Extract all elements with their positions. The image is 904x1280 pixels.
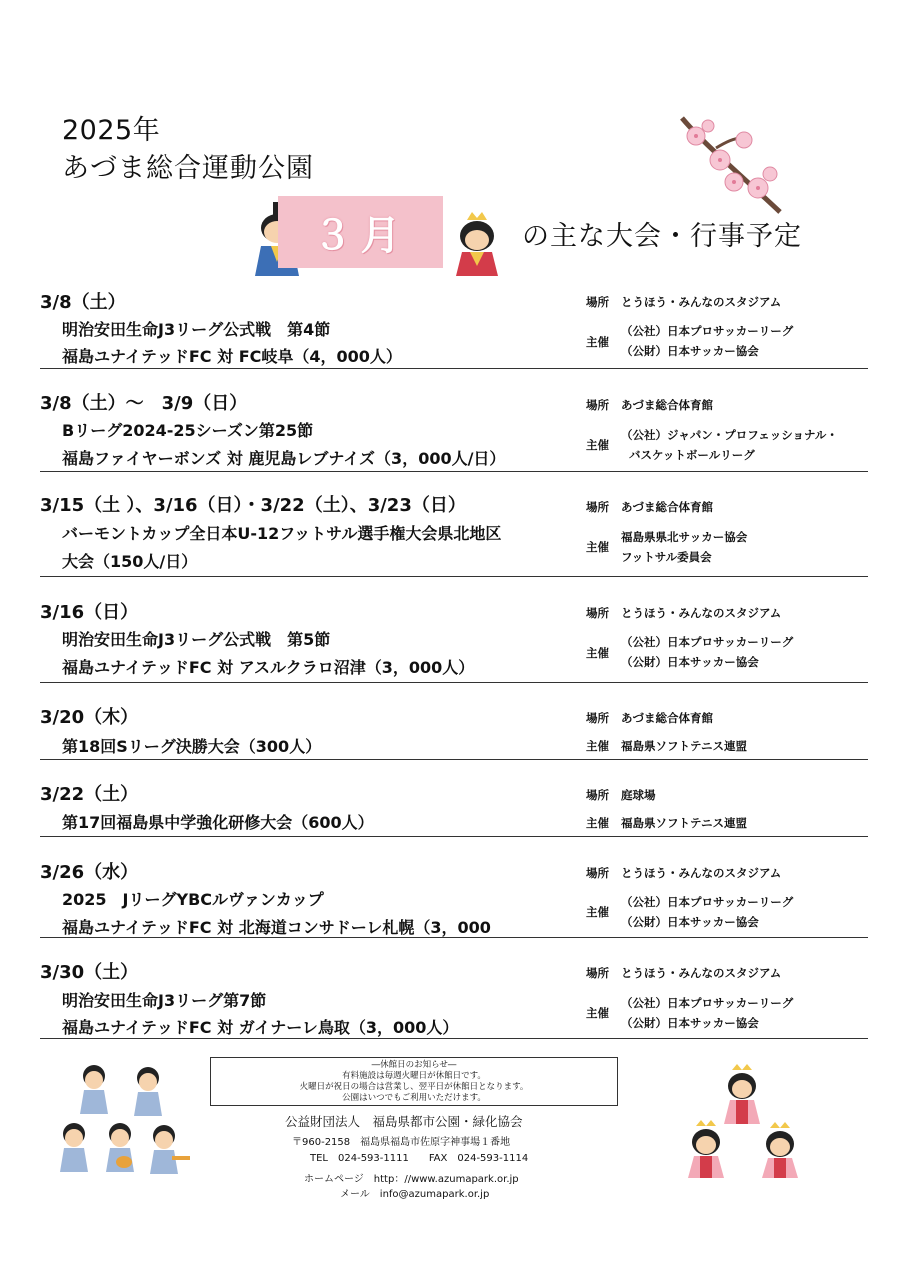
venue-label: 場所 — [586, 295, 609, 309]
venue-label: 場所 — [586, 866, 609, 880]
cherry-blossom-icon — [672, 112, 788, 218]
event-name: 福島ユナイテッドFC 対 アスルクラロ沼津（3，000人） — [62, 658, 475, 677]
event-name: 明治安田生命J3リーグ第7節 — [62, 991, 267, 1010]
event-list — [40, 286, 868, 1039]
venue-label: 場所 — [586, 606, 609, 620]
host-label: 主催 — [586, 646, 609, 660]
event-date: 3/16（日） — [40, 602, 139, 623]
venue-label: 場所 — [586, 398, 609, 412]
homepage-link[interactable]: ホームページ http：//www.azumapark.or.jp — [304, 1174, 519, 1185]
event-row — [40, 837, 868, 938]
event-row — [40, 369, 868, 472]
title-park: あづま総合運動公園 — [62, 153, 314, 184]
venue-value: とうほう・みんなのスタジアム — [621, 966, 782, 980]
venue-label: 場所 — [586, 500, 609, 514]
notice-line: 公園はいつでもご利用いただけます。 — [342, 1093, 486, 1103]
heading-subtitle: の主な大会・行事予定 — [522, 221, 802, 252]
event-name: 福島ファイヤーボンズ 対 鹿児島レブナイズ（3，000人/日） — [62, 449, 506, 468]
event-name: 2025 JリーグYBCルヴァンカップ — [62, 890, 324, 909]
host-value: フットサル委員会 — [621, 550, 712, 564]
organization-name: 公益財団法人 福島県都市公園・緑化協会 — [285, 1114, 523, 1129]
host-value: （公財）日本サッカー協会 — [621, 344, 759, 358]
event-name: 福島ユナイテッドFC 対 北海道コンサドーレ札幌（3，000 — [62, 918, 491, 937]
venue-label: 場所 — [586, 788, 609, 802]
venue-value: あづま総合体育館 — [621, 711, 713, 725]
empress-doll-icon — [452, 210, 502, 278]
event-date: 3/8（土）～ 3/9（日） — [40, 393, 248, 414]
host-label: 主催 — [586, 905, 609, 919]
month-label: ３月 — [312, 212, 409, 259]
host-label: 主催 — [586, 1006, 609, 1020]
event-date: 3/8（土） — [40, 292, 126, 313]
venue-label: 場所 — [586, 711, 609, 725]
host-label: 主催 — [586, 335, 609, 349]
host-value: 福島県ソフトテニス連盟 — [621, 816, 748, 830]
host-value: 福島県ソフトテニス連盟 — [621, 739, 748, 753]
host-label: 主催 — [586, 540, 609, 554]
venue-value: とうほう・みんなのスタジアム — [621, 866, 782, 880]
event-row — [40, 683, 868, 760]
venue-value: 庭球場 — [621, 788, 656, 802]
event-row — [40, 760, 868, 837]
event-name: 明治安田生命J3リーグ公式戦 第4節 — [62, 320, 331, 339]
host-value: （公財）日本サッカー協会 — [621, 655, 759, 669]
event-row — [40, 938, 868, 1039]
event-name: Bリーグ2024-25シーズン第25節 — [62, 421, 314, 440]
host-value: （公社）日本プロサッカーリーグ — [621, 635, 794, 649]
event-row — [40, 577, 868, 683]
event-name: バーモントカップ全日本U-12フットサル選手権大会県北地区 — [62, 524, 502, 543]
organization-address: 〒960-2158 福島県福島市佐原字神事場１番地 — [292, 1137, 511, 1148]
host-label: 主催 — [586, 816, 609, 830]
venue-value: とうほう・みんなのスタジアム — [621, 606, 782, 620]
event-name: 大会（150人/日） — [62, 552, 198, 571]
venue-value: あづま総合体育館 — [621, 398, 713, 412]
event-date: 3/20（木） — [40, 707, 139, 728]
notice-line: 有料施設は毎週火曜日が休館日です。 — [342, 1071, 486, 1081]
event-date: 3/26（水） — [40, 862, 139, 883]
event-row — [40, 472, 868, 577]
closure-notice — [210, 1057, 618, 1106]
event-name: 福島ユナイテッドFC 対 FC岐阜（4，000人） — [62, 347, 402, 366]
title-year: 2025年 — [62, 115, 161, 146]
event-date: 3/15（土 ）、3/16（日）・3/22（土）、3/23（日） — [40, 495, 466, 516]
event-date: 3/22（土） — [40, 784, 139, 805]
host-value: （公社）日本プロサッカーリーグ — [621, 996, 794, 1010]
event-name: 第17回福島県中学強化研修大会（600人） — [62, 813, 374, 832]
month-banner — [278, 196, 443, 268]
host-label: 主催 — [586, 438, 609, 452]
musician-dolls-icon — [54, 1060, 194, 1180]
host-value: （公財）日本サッカー協会 — [621, 915, 759, 929]
host-label: 主催 — [586, 739, 609, 753]
event-name: 福島ユナイテッドFC 対 ガイナーレ鳥取（3，000人） — [62, 1018, 459, 1037]
host-value: バスケットボールリーグ — [629, 448, 755, 462]
notice-line: 火曜日が祝日の場合は営業し、翌平日が休館日となります。 — [299, 1082, 529, 1092]
notice-title: ―休館日のお知らせ― — [371, 1060, 457, 1070]
venue-value: とうほう・みんなのスタジアム — [621, 295, 782, 309]
event-name: 明治安田生命J3リーグ公式戦 第5節 — [62, 630, 331, 649]
event-name: 第18回Sリーグ決勝大会（300人） — [62, 737, 322, 756]
venue-value: あづま総合体育館 — [621, 500, 713, 514]
host-value: （公社）日本プロサッカーリーグ — [621, 324, 794, 338]
email-link[interactable]: メール info@azumapark.or.jp — [340, 1189, 490, 1200]
host-value: （公社）ジャパン・プロフェッショナル・ — [621, 428, 838, 442]
organization-contact: TEL 024-593-1111 FAX 024-593-1114 — [310, 1153, 529, 1164]
venue-label: 場所 — [586, 966, 609, 980]
event-row — [40, 286, 868, 369]
host-value: 福島県県北サッカー協会 — [621, 530, 748, 544]
event-date: 3/30（土） — [40, 962, 139, 983]
host-value: （公財）日本サッカー協会 — [621, 1016, 759, 1030]
host-value: （公社）日本プロサッカーリーグ — [621, 895, 794, 909]
court-ladies-dolls-icon — [684, 1062, 804, 1180]
